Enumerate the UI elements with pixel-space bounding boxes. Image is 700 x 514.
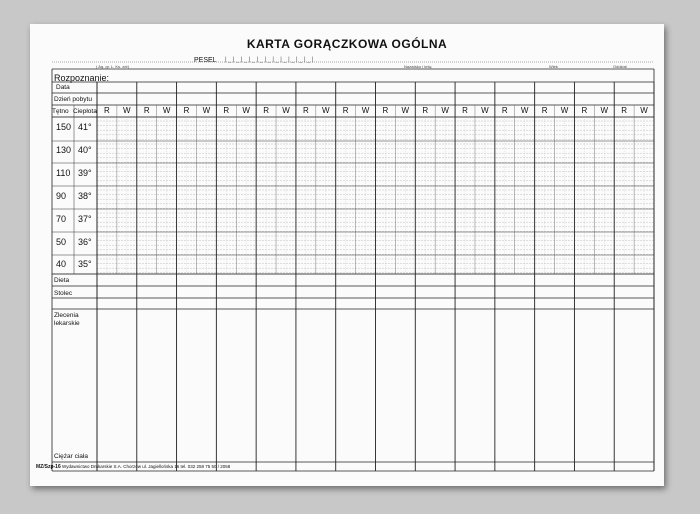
evening-label: W bbox=[123, 106, 131, 115]
temperature-scale-label: 38° bbox=[78, 191, 92, 201]
evening-label: W bbox=[321, 106, 330, 115]
morning-label: R bbox=[342, 106, 349, 115]
temperature-scale-label: 37° bbox=[78, 214, 92, 224]
date-label: Data bbox=[56, 84, 70, 91]
evening-label: W bbox=[162, 106, 171, 115]
temperature-scale-label: 35° bbox=[78, 259, 92, 269]
morning-label: R bbox=[462, 106, 468, 115]
evening-label: W bbox=[361, 106, 370, 115]
morning-label: R bbox=[223, 106, 230, 115]
pulse-label: Tętno bbox=[52, 108, 69, 115]
small-print-name: Nazwisko i imię bbox=[404, 64, 432, 69]
evening-label: W bbox=[242, 106, 250, 115]
orders-label: Zlecenia lekarskie bbox=[54, 312, 80, 327]
form-code: MZ/Szp-16 bbox=[36, 464, 61, 470]
morning-label: R bbox=[621, 106, 628, 115]
evening-label: W bbox=[560, 106, 569, 115]
morning-label: R bbox=[302, 106, 309, 115]
evening-label: W bbox=[520, 106, 529, 115]
small-print-ward: Oddział bbox=[613, 64, 627, 69]
temperature-scale-label: 40° bbox=[78, 145, 92, 155]
form-title: KARTA GORĄCZKOWA OGÓLNA bbox=[246, 37, 448, 51]
morning-label: R bbox=[541, 106, 548, 115]
evening-label: W bbox=[640, 106, 648, 115]
chart-grid bbox=[30, 24, 664, 486]
temperature-scale-label: 39° bbox=[78, 168, 92, 178]
publisher-text: Wydawnictwo Drukarskie S.A. Chorzów ul. Jagiellońska 16 tel. 032 258 75 50 / 2058 bbox=[62, 464, 231, 469]
small-print-id: ( Ag. gr. L. Ks. zdr) bbox=[96, 64, 130, 69]
stay-day-label: Dzień pobytu bbox=[54, 96, 92, 103]
evening-label: W bbox=[481, 106, 489, 115]
pesel-field[interactable]: |_|_|_|_|_|_|_|_|_|_|_| bbox=[225, 57, 315, 63]
evening-label: W bbox=[401, 106, 410, 115]
pulse-scale-label: 150 bbox=[56, 122, 72, 132]
stool-label: Stolec bbox=[54, 290, 73, 297]
morning-label: R bbox=[581, 106, 588, 115]
morning-label: R bbox=[263, 106, 269, 115]
evening-label: W bbox=[441, 106, 449, 115]
temperature-label: Ciepłota bbox=[73, 108, 97, 115]
diagnosis-label: Rozpoznanie: bbox=[54, 73, 110, 83]
morning-label: R bbox=[422, 106, 429, 115]
weight-label: Ciężar ciała bbox=[54, 453, 88, 460]
pulse-scale-label: 90 bbox=[56, 191, 67, 201]
temperature-scale-label: 36° bbox=[78, 237, 92, 247]
temperature-scale-label: 41° bbox=[78, 122, 92, 132]
pulse-scale-label: 70 bbox=[56, 214, 67, 224]
evening-label: W bbox=[202, 106, 211, 115]
diet-label: Dieta bbox=[54, 277, 70, 284]
pulse-scale-label: 110 bbox=[56, 168, 71, 178]
small-print-age: Wiek bbox=[549, 64, 558, 69]
morning-label: R bbox=[143, 106, 150, 115]
morning-label: R bbox=[382, 106, 389, 115]
fever-chart-sheet bbox=[30, 24, 664, 486]
pulse-scale-label: 40 bbox=[56, 259, 67, 269]
pulse-scale-label: 50 bbox=[56, 237, 67, 247]
morning-label: R bbox=[183, 106, 190, 115]
evening-label: W bbox=[282, 106, 290, 115]
morning-label: R bbox=[104, 106, 110, 115]
morning-label: R bbox=[501, 106, 508, 115]
footer-imprint bbox=[36, 464, 230, 470]
evening-label: W bbox=[600, 106, 609, 115]
pulse-scale-label: 130 bbox=[56, 145, 72, 155]
pesel-label: PESEL bbox=[194, 57, 217, 64]
